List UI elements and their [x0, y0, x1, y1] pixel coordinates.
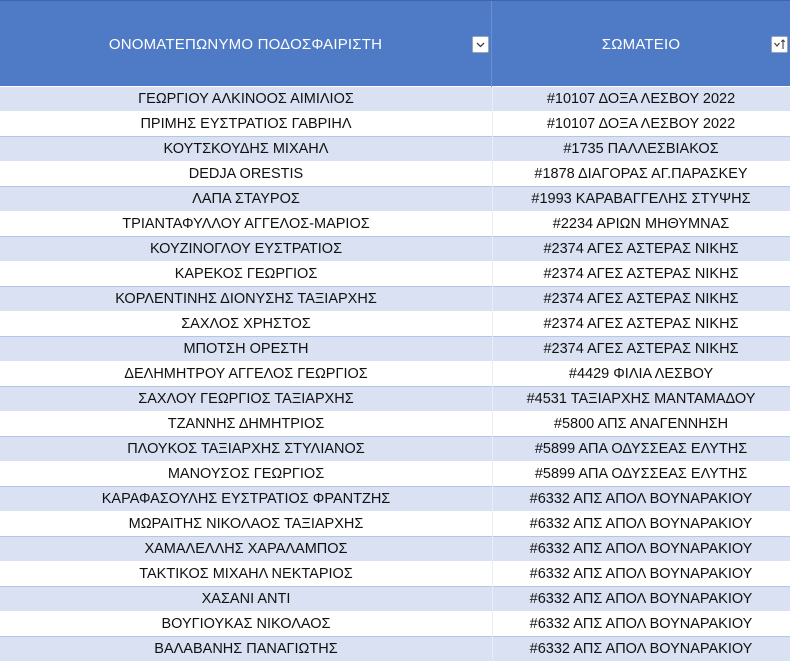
- player-name-cell[interactable]: ΤΑΚΤΙΚΟΣ ΜΙΧΑΗΛ ΝΕΚΤΑΡΙΟΣ: [139, 566, 353, 582]
- sort-ascending-filter-icon: [773, 38, 786, 51]
- table-row[interactable]: [0, 512, 790, 537]
- club-cell[interactable]: #2234 ΑΡΙΩΝ ΜΗΘΥΜΝΑΣ: [552, 216, 730, 232]
- player-name-cell[interactable]: ΣΑΧΛΟΥ ΓΕΩΡΓΙΟΣ ΤΑΞΙΑΡΧΗΣ: [138, 391, 354, 407]
- club-cell[interactable]: #1993 ΚΑΡΑΒΑΓΓΕΛΗΣ ΣΤΥΨΗΣ: [531, 191, 751, 207]
- player-name-cell[interactable]: ΓΕΩΡΓΙΟΥ ΑΛΚΙΝΟΟΣ ΑΙΜΙΛΙΟΣ: [138, 91, 354, 107]
- table-row[interactable]: [0, 412, 790, 437]
- table-row[interactable]: [0, 287, 790, 312]
- table-row[interactable]: [0, 562, 790, 587]
- table-row[interactable]: [0, 337, 790, 362]
- table-row[interactable]: [0, 612, 790, 637]
- table-row[interactable]: [0, 87, 790, 112]
- table-row[interactable]: [0, 187, 790, 212]
- table-row[interactable]: [0, 537, 790, 562]
- column-header-name[interactable]: [0, 1, 492, 87]
- table-row[interactable]: [0, 387, 790, 412]
- club-cell[interactable]: #5899 ΑΠΑ ΟΔΥΣΣΕΑΣ ΕΛΥΤΗΣ: [534, 441, 748, 457]
- club-cell[interactable]: #5899 ΑΠΑ ΟΔΥΣΣΕΑΣ ΕΛΥΤΗΣ: [534, 466, 748, 482]
- player-name-cell[interactable]: ΚΟΥΖΙΝΟΓΛΟΥ ΕΥΣΤΡΑΤΙΟΣ: [149, 241, 343, 257]
- player-name-cell[interactable]: ΣΑΧΛΟΣ ΧΡΗΣΤΟΣ: [181, 316, 311, 332]
- filter-dropdown-icon: [475, 39, 486, 50]
- club-cell[interactable]: #6332 ΑΠΣ ΑΠΟΛ ΒΟΥΝΑΡΑΚΙΟΥ: [529, 516, 753, 532]
- player-name-cell[interactable]: ΠΛΟΥΚΟΣ ΤΑΞΙΑΡΧΗΣ ΣΤΥΛΙΑΝΟΣ: [127, 441, 365, 457]
- table-row[interactable]: [0, 487, 790, 512]
- table-row[interactable]: [0, 437, 790, 462]
- club-cell[interactable]: #5800 ΑΠΣ ΑΝΑΓΕΝΝΗΣΗ: [553, 416, 729, 432]
- player-name-cell[interactable]: ΛΑΠΑ ΣΤΑΥΡΟΣ: [192, 191, 300, 207]
- club-cell[interactable]: #1878 ΔΙΑΓΟΡΑΣ ΑΓ.ΠΑΡΑΣΚΕΥ: [534, 166, 748, 182]
- player-name-cell[interactable]: ΚΟΥΤΣΚΟΥΔΗΣ ΜΙΧΑΗΛ: [163, 141, 329, 157]
- player-name-cell[interactable]: ΚΟΡΛΕΝΤΙΝΗΣ ΔΙΟΝΥΣΗΣ ΤΑΞΙΑΡΧΗΣ: [115, 291, 377, 307]
- column-header-club[interactable]: [492, 1, 790, 87]
- player-name-cell[interactable]: ΚΑΡΕΚΟΣ ΓΕΩΡΓΙΟΣ: [174, 266, 318, 282]
- club-cell[interactable]: #4429 ΦΙΛΙΑ ΛΕΣΒΟΥ: [568, 366, 714, 382]
- table-row[interactable]: [0, 162, 790, 187]
- player-name-cell[interactable]: ΜΠΟΤΣΗ ΟΡΕΣΤΗ: [183, 341, 309, 357]
- player-name-cell[interactable]: ΒΟΥΓΙΟΥΚΑΣ ΝΙΚΟΛΑΟΣ: [161, 616, 331, 632]
- club-cell[interactable]: #6332 ΑΠΣ ΑΠΟΛ ΒΟΥΝΑΡΑΚΙΟΥ: [529, 491, 753, 507]
- club-cell[interactable]: #6332 ΑΠΣ ΑΠΟΛ ΒΟΥΝΑΡΑΚΙΟΥ: [529, 541, 753, 557]
- sheet-edge: [790, 0, 796, 662]
- player-name-cell[interactable]: ΚΑΡΑΦΑΣΟΥΛΗΣ ΕΥΣΤΡΑΤΙΟΣ ΦΡΑΝΤΖΗΣ: [101, 491, 391, 507]
- player-name-cell[interactable]: ΤΖΑΝΝΗΣ ΔΗΜΗΤΡΙΟΣ: [167, 416, 325, 432]
- name-filter-button[interactable]: [472, 36, 489, 53]
- club-cell[interactable]: #2374 ΑΓΕΣ ΑΣΤΕΡΑΣ ΝΙΚΗΣ: [543, 316, 739, 332]
- table-row[interactable]: [0, 112, 790, 137]
- player-name-cell[interactable]: ΒΑΛΑΒΑΝΗΣ ΠΑΝΑΓΙΩΤΗΣ: [154, 641, 338, 657]
- player-name-cell[interactable]: ΠΡΙΜΗΣ ΕΥΣΤΡΑΤΙΟΣ ΓΑΒΡΙΗΛ: [140, 116, 352, 132]
- club-cell[interactable]: #6332 ΑΠΣ ΑΠΟΛ ΒΟΥΝΑΡΑΚΙΟΥ: [529, 641, 753, 657]
- club-cell[interactable]: #2374 ΑΓΕΣ ΑΣΤΕΡΑΣ ΝΙΚΗΣ: [543, 341, 739, 357]
- club-cell[interactable]: #4531 ΤΑΞΙΑΡΧΗΣ ΜΑΝΤΑΜΑΔΟΥ: [526, 391, 756, 407]
- table-row[interactable]: [0, 212, 790, 237]
- table-row[interactable]: [0, 262, 790, 287]
- club-cell[interactable]: #6332 ΑΠΣ ΑΠΟΛ ΒΟΥΝΑΡΑΚΙΟΥ: [529, 616, 753, 632]
- column-divider: [492, 87, 493, 662]
- player-name-cell[interactable]: ΧΑΜΑΛΕΛΛΗΣ ΧΑΡΑΛΑΜΠΟΣ: [144, 541, 348, 557]
- club-cell[interactable]: #10107 ΔΟΞΑ ΛΕΣΒΟΥ 2022: [546, 91, 736, 107]
- club-cell[interactable]: #1735 ΠΑΛΛΕΣΒΙΑΚΟΣ: [563, 141, 719, 157]
- club-cell[interactable]: #10107 ΔΟΞΑ ΛΕΣΒΟΥ 2022: [546, 116, 736, 132]
- table-row[interactable]: [0, 312, 790, 337]
- player-name-cell[interactable]: ΜΑΝΟΥΣΟΣ ΓΕΩΡΓΙΟΣ: [167, 466, 325, 482]
- club-cell[interactable]: #6332 ΑΠΣ ΑΠΟΛ ΒΟΥΝΑΡΑΚΙΟΥ: [529, 591, 753, 607]
- table-row[interactable]: [0, 587, 790, 612]
- column-header-club-label: ΣΩΜΑΤΕΙΟ: [601, 35, 681, 53]
- player-name-cell[interactable]: ΔΕΛΗΜΗΤΡΟΥ ΑΓΓΕΛΟΣ ΓΕΩΡΓΙΟΣ: [124, 366, 368, 382]
- club-cell[interactable]: #2374 ΑΓΕΣ ΑΣΤΕΡΑΣ ΝΙΚΗΣ: [543, 241, 739, 257]
- table-body: [0, 87, 790, 662]
- player-name-cell[interactable]: ΜΩΡΑΙΤΗΣ ΝΙΚΟΛΑΟΣ ΤΑΞΙΑΡΧΗΣ: [128, 516, 364, 532]
- column-header-name-label: ΟΝΟΜΑΤΕΠΩΝΥΜΟ ΠΟΔΟΣΦΑΙΡΙΣΤΗ: [108, 35, 383, 53]
- table-row[interactable]: [0, 137, 790, 162]
- club-cell[interactable]: #2374 ΑΓΕΣ ΑΣΤΕΡΑΣ ΝΙΚΗΣ: [543, 266, 739, 282]
- club-cell[interactable]: #2374 ΑΓΕΣ ΑΣΤΕΡΑΣ ΝΙΚΗΣ: [543, 291, 739, 307]
- table-header: [0, 0, 790, 86]
- club-filter-button[interactable]: [771, 36, 788, 53]
- club-cell[interactable]: #6332 ΑΠΣ ΑΠΟΛ ΒΟΥΝΑΡΑΚΙΟΥ: [529, 566, 753, 582]
- table-row[interactable]: [0, 637, 790, 662]
- table-row[interactable]: [0, 362, 790, 387]
- table-row[interactable]: [0, 462, 790, 487]
- player-name-cell[interactable]: DEDJA ORESTIS: [188, 166, 304, 182]
- player-name-cell[interactable]: ΧΑΣΑΝΙ ΑΝΤΙ: [201, 591, 291, 607]
- player-name-cell[interactable]: ΤΡΙΑΝΤΑΦΥΛΛΟΥ ΑΓΓΕΛΟΣ-ΜΑΡΙΟΣ: [122, 216, 370, 232]
- table-row[interactable]: [0, 237, 790, 262]
